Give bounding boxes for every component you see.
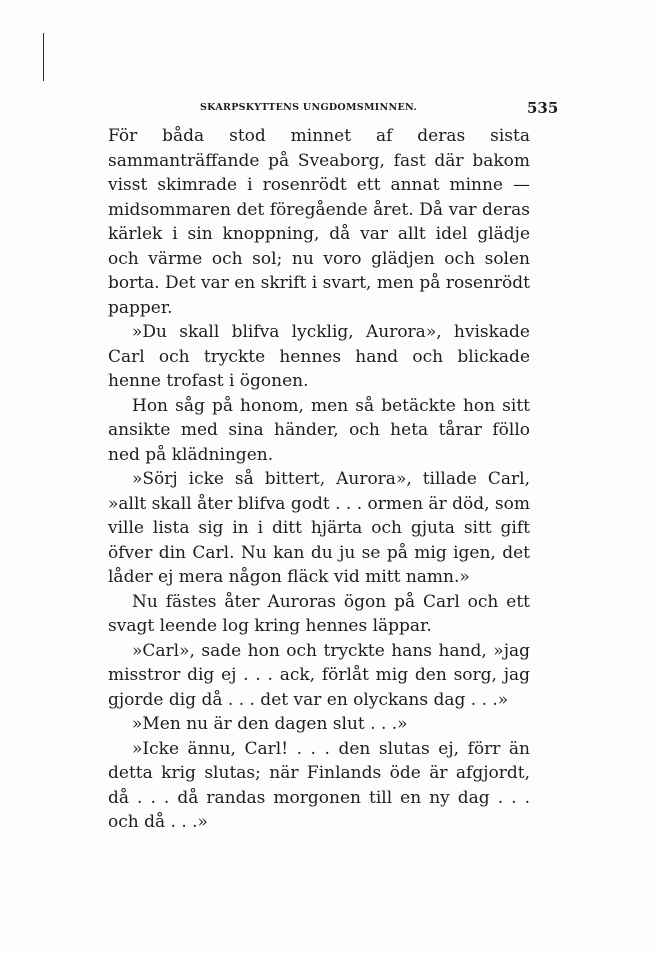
paragraph: Nu fästes åter Auroras ögon på Carl och ett svagt leende log kring hennes läppar.: [108, 591, 530, 636]
paragraph: »Sörj icke så bittert, Aurora», tillade Carl, »allt skall åter blifva godt . . . ormen är död, som ville lista sig in i ditt hjärta och gjuta sitt gift öfver din Carl. Nu kan du ju se på mig igen, det låder ej mera någon fläck vid mitt namn.»: [108, 469, 530, 587]
paragraph: För båda stod minnet af deras sista sammanträffande på Sveaborg, fast där bakom visst skimrade i rosenrödt ett annat minne — midsommaren det föregående året. Då var deras kärlek i sin knoppning, då var allt idel glädje och värme och sol; nu voro glädjen och solen borta. Det var en skrift i svart, men på rosenrödt papper.: [108, 126, 530, 318]
paragraph: »Carl», sade hon och tryckte hans hand, »jag misstror dig ej . . . ack, förlåt mig den sorg, jag gjorde dig då . . . det var en olyckans dag . . .»: [108, 640, 530, 710]
paragraph: Hon såg på honom, men så betäckte hon sitt ansikte med sina händer, och heta tårar föllo ned på klädningen.: [108, 395, 530, 465]
paragraph: »Icke ännu, Carl! . . . den slutas ej, förr än detta krig slutas; när Finlands öde är afgjordt, då . . . då randas morgonen till en ny dag . . . och då . . .»: [108, 738, 530, 832]
running-header: SKARPSKYTTENS UNGDOMSMINNEN.: [200, 102, 418, 113]
body-text: [108, 124, 530, 835]
paragraph: »Du skall blifva lycklig, Aurora», hviskade Carl och tryckte hennes hand och blickade henne trofast i ögonen.: [108, 322, 530, 391]
paragraph: »Men nu är den dagen slut . . .»: [132, 714, 408, 734]
margin-rule: [43, 33, 44, 81]
page-number: 535: [527, 99, 559, 117]
